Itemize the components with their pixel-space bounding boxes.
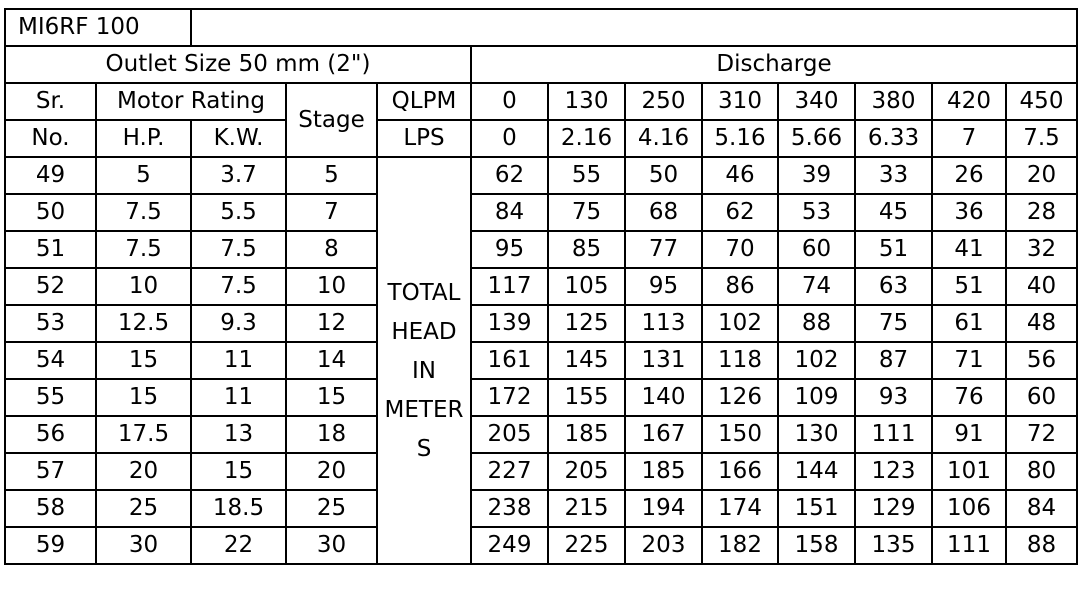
- head-value-cell: 203: [625, 527, 702, 564]
- lps-value: 6.33: [855, 120, 932, 157]
- head-value-cell: 20: [1006, 157, 1077, 194]
- head-value-cell: 88: [778, 305, 855, 342]
- head-value-cell: 33: [855, 157, 932, 194]
- head-value-cell: 28: [1006, 194, 1077, 231]
- table-row: [5, 416, 1077, 453]
- head-value-cell: 113: [625, 305, 702, 342]
- total-head-label-line: HEAD: [391, 319, 457, 345]
- total-head-label-line: IN: [412, 358, 436, 384]
- table-row: [5, 453, 1077, 490]
- section-header-row: [5, 46, 1077, 83]
- head-value-cell: 102: [702, 305, 778, 342]
- head-value-cell: 85: [548, 231, 625, 268]
- hp-header: H.P.: [96, 120, 191, 157]
- qlpm-header: QLPM: [377, 83, 471, 120]
- table-row: [5, 157, 1077, 194]
- head-value-cell: 46: [702, 157, 778, 194]
- lps-value: 0: [471, 120, 548, 157]
- table-row: [5, 305, 1077, 342]
- kw-cell: 7.5: [191, 231, 286, 268]
- head-value-cell: 63: [855, 268, 932, 305]
- head-value-cell: 62: [471, 157, 548, 194]
- qlpm-value: 420: [932, 83, 1006, 120]
- hp-cell: 7.5: [96, 231, 191, 268]
- stage-cell: 14: [286, 342, 377, 379]
- head-value-cell: 185: [625, 453, 702, 490]
- head-value-cell: 88: [1006, 527, 1077, 564]
- head-value-cell: 72: [1006, 416, 1077, 453]
- table-row: [5, 342, 1077, 379]
- hp-cell: 17.5: [96, 416, 191, 453]
- stage-cell: 8: [286, 231, 377, 268]
- head-value-cell: 166: [702, 453, 778, 490]
- table-row: [5, 490, 1077, 527]
- stage-cell: 5: [286, 157, 377, 194]
- head-value-cell: 117: [471, 268, 548, 305]
- motor-rating-header: Motor Rating: [96, 83, 286, 120]
- head-value-cell: 225: [548, 527, 625, 564]
- head-value-cell: 84: [471, 194, 548, 231]
- hp-cell: 15: [96, 379, 191, 416]
- head-value-cell: 123: [855, 453, 932, 490]
- kw-cell: 18.5: [191, 490, 286, 527]
- hp-cell: 10: [96, 268, 191, 305]
- qlpm-value: 130: [548, 83, 625, 120]
- head-value-cell: 249: [471, 527, 548, 564]
- lps-value: 4.16: [625, 120, 702, 157]
- model-row-blank: [191, 9, 1077, 46]
- head-value-cell: 61: [932, 305, 1006, 342]
- head-value-cell: 32: [1006, 231, 1077, 268]
- sr-no-cell: 59: [5, 527, 96, 564]
- head-value-cell: 145: [548, 342, 625, 379]
- head-value-cell: 158: [778, 527, 855, 564]
- head-value-cell: 87: [855, 342, 932, 379]
- head-value-cell: 130: [778, 416, 855, 453]
- hp-cell: 12.5: [96, 305, 191, 342]
- sr-no-cell: 53: [5, 305, 96, 342]
- head-value-cell: 182: [702, 527, 778, 564]
- head-value-cell: 60: [778, 231, 855, 268]
- head-value-cell: 140: [625, 379, 702, 416]
- kw-cell: 9.3: [191, 305, 286, 342]
- head-value-cell: 151: [778, 490, 855, 527]
- head-value-cell: 205: [471, 416, 548, 453]
- sr-header-top: Sr.: [5, 83, 96, 120]
- hp-cell: 15: [96, 342, 191, 379]
- head-value-cell: 139: [471, 305, 548, 342]
- head-value-cell: 205: [548, 453, 625, 490]
- head-value-cell: 161: [471, 342, 548, 379]
- head-value-cell: 174: [702, 490, 778, 527]
- head-value-cell: 60: [1006, 379, 1077, 416]
- column-header-row-1: [5, 83, 1077, 120]
- lps-header: LPS: [377, 120, 471, 157]
- head-value-cell: 155: [548, 379, 625, 416]
- sr-no-cell: 49: [5, 157, 96, 194]
- hp-cell: 5: [96, 157, 191, 194]
- stage-cell: 25: [286, 490, 377, 527]
- head-value-cell: 75: [855, 305, 932, 342]
- head-value-cell: 101: [932, 453, 1006, 490]
- qlpm-value: 0: [471, 83, 548, 120]
- head-value-cell: 51: [855, 231, 932, 268]
- table-row: [5, 527, 1077, 564]
- head-value-cell: 109: [778, 379, 855, 416]
- head-value-cell: 144: [778, 453, 855, 490]
- kw-cell: 7.5: [191, 268, 286, 305]
- head-value-cell: 45: [855, 194, 932, 231]
- hp-cell: 25: [96, 490, 191, 527]
- total-head-label: [377, 157, 471, 564]
- lps-value: 5.16: [702, 120, 778, 157]
- head-value-cell: 172: [471, 379, 548, 416]
- lps-value: 7.5: [1006, 120, 1077, 157]
- total-head-label-line: S: [416, 436, 432, 462]
- lps-value: 2.16: [548, 120, 625, 157]
- head-value-cell: 84: [1006, 490, 1077, 527]
- sr-no-cell: 50: [5, 194, 96, 231]
- stage-cell: 7: [286, 194, 377, 231]
- outlet-size: Outlet Size 50 mm (2"): [5, 46, 471, 83]
- head-value-cell: 36: [932, 194, 1006, 231]
- head-value-cell: 55: [548, 157, 625, 194]
- kw-cell: 13: [191, 416, 286, 453]
- hp-cell: 7.5: [96, 194, 191, 231]
- head-value-cell: 62: [702, 194, 778, 231]
- head-value-cell: 77: [625, 231, 702, 268]
- head-value-cell: 76: [932, 379, 1006, 416]
- sr-no-cell: 54: [5, 342, 96, 379]
- sr-no-cell: 52: [5, 268, 96, 305]
- head-value-cell: 48: [1006, 305, 1077, 342]
- table-row: [5, 231, 1077, 268]
- head-value-cell: 215: [548, 490, 625, 527]
- head-value-cell: 68: [625, 194, 702, 231]
- head-value-cell: 167: [625, 416, 702, 453]
- head-value-cell: 40: [1006, 268, 1077, 305]
- qlpm-value: 310: [702, 83, 778, 120]
- head-value-cell: 194: [625, 490, 702, 527]
- stage-cell: 30: [286, 527, 377, 564]
- head-value-cell: 106: [932, 490, 1006, 527]
- sr-header-bottom: No.: [5, 120, 96, 157]
- lps-value: 7: [932, 120, 1006, 157]
- head-value-cell: 93: [855, 379, 932, 416]
- discharge-header: Discharge: [471, 46, 1077, 83]
- head-value-cell: 150: [702, 416, 778, 453]
- head-value-cell: 125: [548, 305, 625, 342]
- table-row: [5, 379, 1077, 416]
- head-value-cell: 56: [1006, 342, 1077, 379]
- column-header-row-2: [5, 120, 1077, 157]
- sr-no-cell: 56: [5, 416, 96, 453]
- head-value-cell: 135: [855, 527, 932, 564]
- kw-cell: 22: [191, 527, 286, 564]
- head-value-cell: 111: [855, 416, 932, 453]
- hp-cell: 30: [96, 527, 191, 564]
- head-value-cell: 74: [778, 268, 855, 305]
- qlpm-value: 250: [625, 83, 702, 120]
- sr-no-cell: 51: [5, 231, 96, 268]
- head-value-cell: 80: [1006, 453, 1077, 490]
- stage-cell: 12: [286, 305, 377, 342]
- head-value-cell: 50: [625, 157, 702, 194]
- head-value-cell: 70: [702, 231, 778, 268]
- qlpm-value: 380: [855, 83, 932, 120]
- head-value-cell: 91: [932, 416, 1006, 453]
- head-value-cell: 102: [778, 342, 855, 379]
- head-value-cell: 71: [932, 342, 1006, 379]
- stage-cell: 20: [286, 453, 377, 490]
- stage-cell: 10: [286, 268, 377, 305]
- head-value-cell: 126: [702, 379, 778, 416]
- model-row: [5, 9, 1077, 46]
- table-row: [5, 268, 1077, 305]
- head-value-cell: 26: [932, 157, 1006, 194]
- qlpm-value: 340: [778, 83, 855, 120]
- kw-header: K.W.: [191, 120, 286, 157]
- head-value-cell: 95: [625, 268, 702, 305]
- sr-no-cell: 57: [5, 453, 96, 490]
- head-value-cell: 105: [548, 268, 625, 305]
- stage-cell: 15: [286, 379, 377, 416]
- head-value-cell: 86: [702, 268, 778, 305]
- head-value-cell: 185: [548, 416, 625, 453]
- pump-performance-table: [4, 8, 1078, 565]
- stage-header: Stage: [286, 83, 377, 157]
- head-value-cell: 75: [548, 194, 625, 231]
- total-head-label-line: TOTAL: [387, 280, 461, 306]
- qlpm-value: 450: [1006, 83, 1077, 120]
- head-value-cell: 51: [932, 268, 1006, 305]
- table-row: [5, 194, 1077, 231]
- sr-no-cell: 58: [5, 490, 96, 527]
- kw-cell: 5.5: [191, 194, 286, 231]
- head-value-cell: 53: [778, 194, 855, 231]
- head-value-cell: 95: [471, 231, 548, 268]
- lps-value: 5.66: [778, 120, 855, 157]
- hp-cell: 20: [96, 453, 191, 490]
- head-value-cell: 129: [855, 490, 932, 527]
- head-value-cell: 227: [471, 453, 548, 490]
- sr-no-cell: 55: [5, 379, 96, 416]
- head-value-cell: 41: [932, 231, 1006, 268]
- stage-cell: 18: [286, 416, 377, 453]
- model-name: MI6RF 100: [5, 9, 191, 46]
- head-value-cell: 118: [702, 342, 778, 379]
- head-value-cell: 238: [471, 490, 548, 527]
- head-value-cell: 131: [625, 342, 702, 379]
- kw-cell: 3.7: [191, 157, 286, 194]
- total-head-label-line: METER: [384, 397, 464, 423]
- kw-cell: 11: [191, 342, 286, 379]
- head-value-cell: 39: [778, 157, 855, 194]
- kw-cell: 11: [191, 379, 286, 416]
- head-value-cell: 111: [932, 527, 1006, 564]
- kw-cell: 15: [191, 453, 286, 490]
